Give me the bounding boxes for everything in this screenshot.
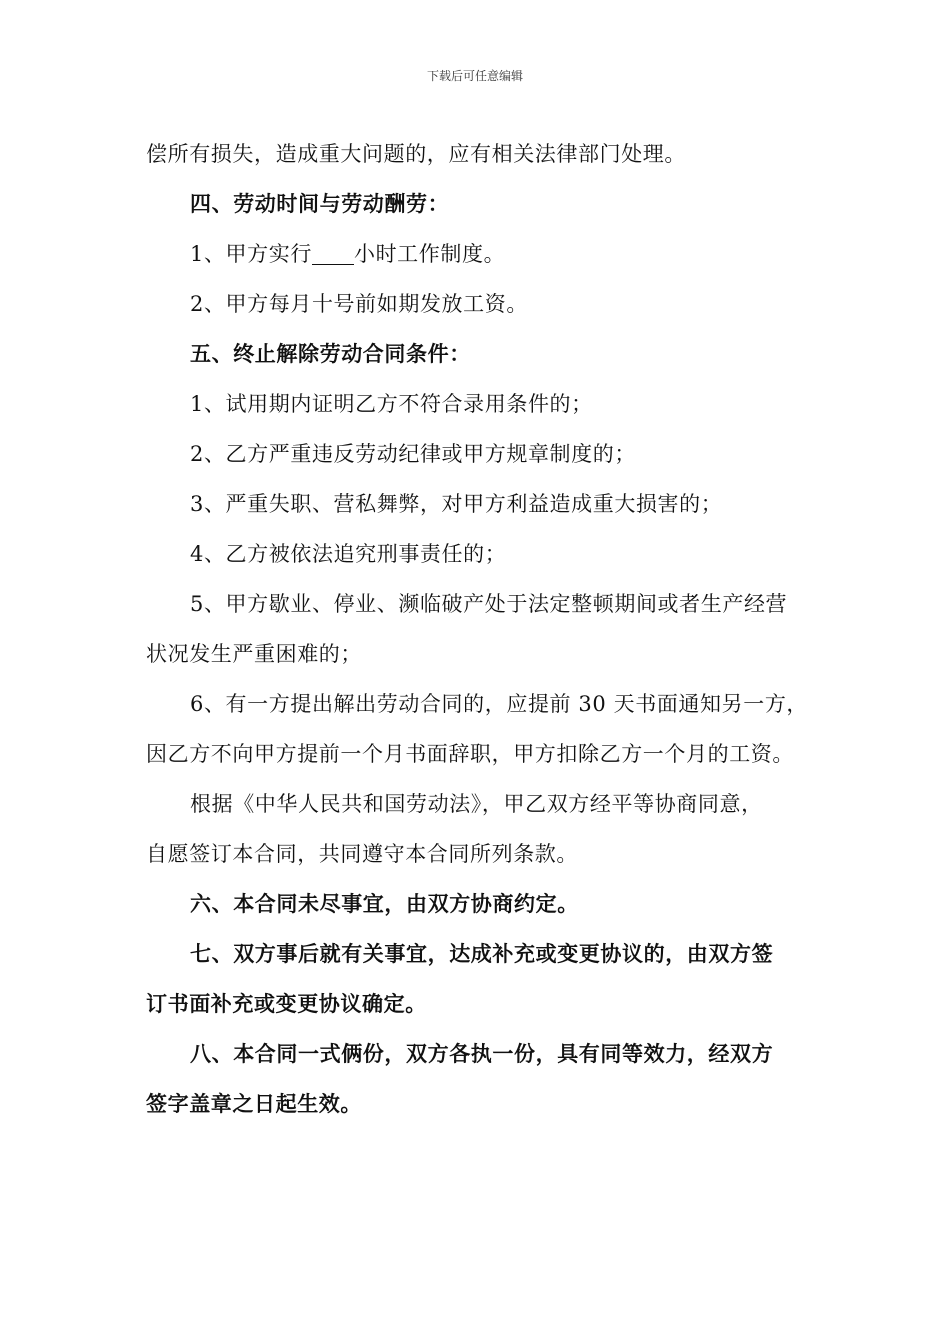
section-heading-8: 八、本合同一式俩份，双方各执一份，具有同等效力，经双方 (190, 1042, 774, 1066)
text-segment: 小时工作制度。 (353, 242, 506, 266)
section-heading-6: 六、本合同未尽事宜，由双方协商约定。 (190, 892, 579, 916)
text-line (190, 238, 505, 268)
text-line: 自愿签订本合同，共同遵守本合同所列条款。 (146, 842, 578, 866)
text-line: 状况发生严重困难的； (146, 642, 362, 666)
text-line: 偿所有损失，造成重大问题的，应有相关法律部门处理。 (146, 142, 686, 166)
text-line: 4、乙方被依法追究刑事责任的； (190, 542, 507, 566)
text-line: 2、乙方严重违反劳动纪律或甲方规章制度的； (190, 442, 636, 466)
text-line: 2、甲方每月十号前如期发放工资。 (190, 292, 528, 316)
section-heading-7: 七、双方事后就有关事宜，达成补充或变更协议的，由双方签 (190, 942, 774, 966)
text-line: 1、试用期内证明乙方不符合录用条件的； (190, 392, 593, 416)
text-line: 签字盖章之日起生效。 (146, 1092, 362, 1116)
text-line: 订书面补充或变更协议确定。 (146, 992, 427, 1016)
text-line: 根据《中华人民共和国劳动法》，甲乙双方经平等协商同意， (190, 792, 763, 816)
section-heading-5: 五、终止解除劳动合同条件： (190, 342, 471, 366)
text-line: 6、有一方提出解出劳动合同的，应提前 30 天书面通知另一方， (190, 692, 809, 716)
text-line: 3、严重失职、营私舞弊，对甲方利益造成重大损害的； (190, 492, 723, 516)
section-heading-4: 四、劳动时间与劳动酬劳： (190, 192, 450, 216)
text-segment: 1、甲方实行 (190, 242, 312, 266)
text-line: 因乙方不向甲方提前一个月书面辞职，甲方扣除乙方一个月的工资。 (146, 742, 794, 766)
text-line: 5、甲方歇业、停业、濒临破产处于法定整顿期间或者生产经营 (190, 592, 788, 616)
page-header: 下载后可任意编辑 (426, 69, 523, 83)
fill-in-blank (312, 243, 354, 265)
